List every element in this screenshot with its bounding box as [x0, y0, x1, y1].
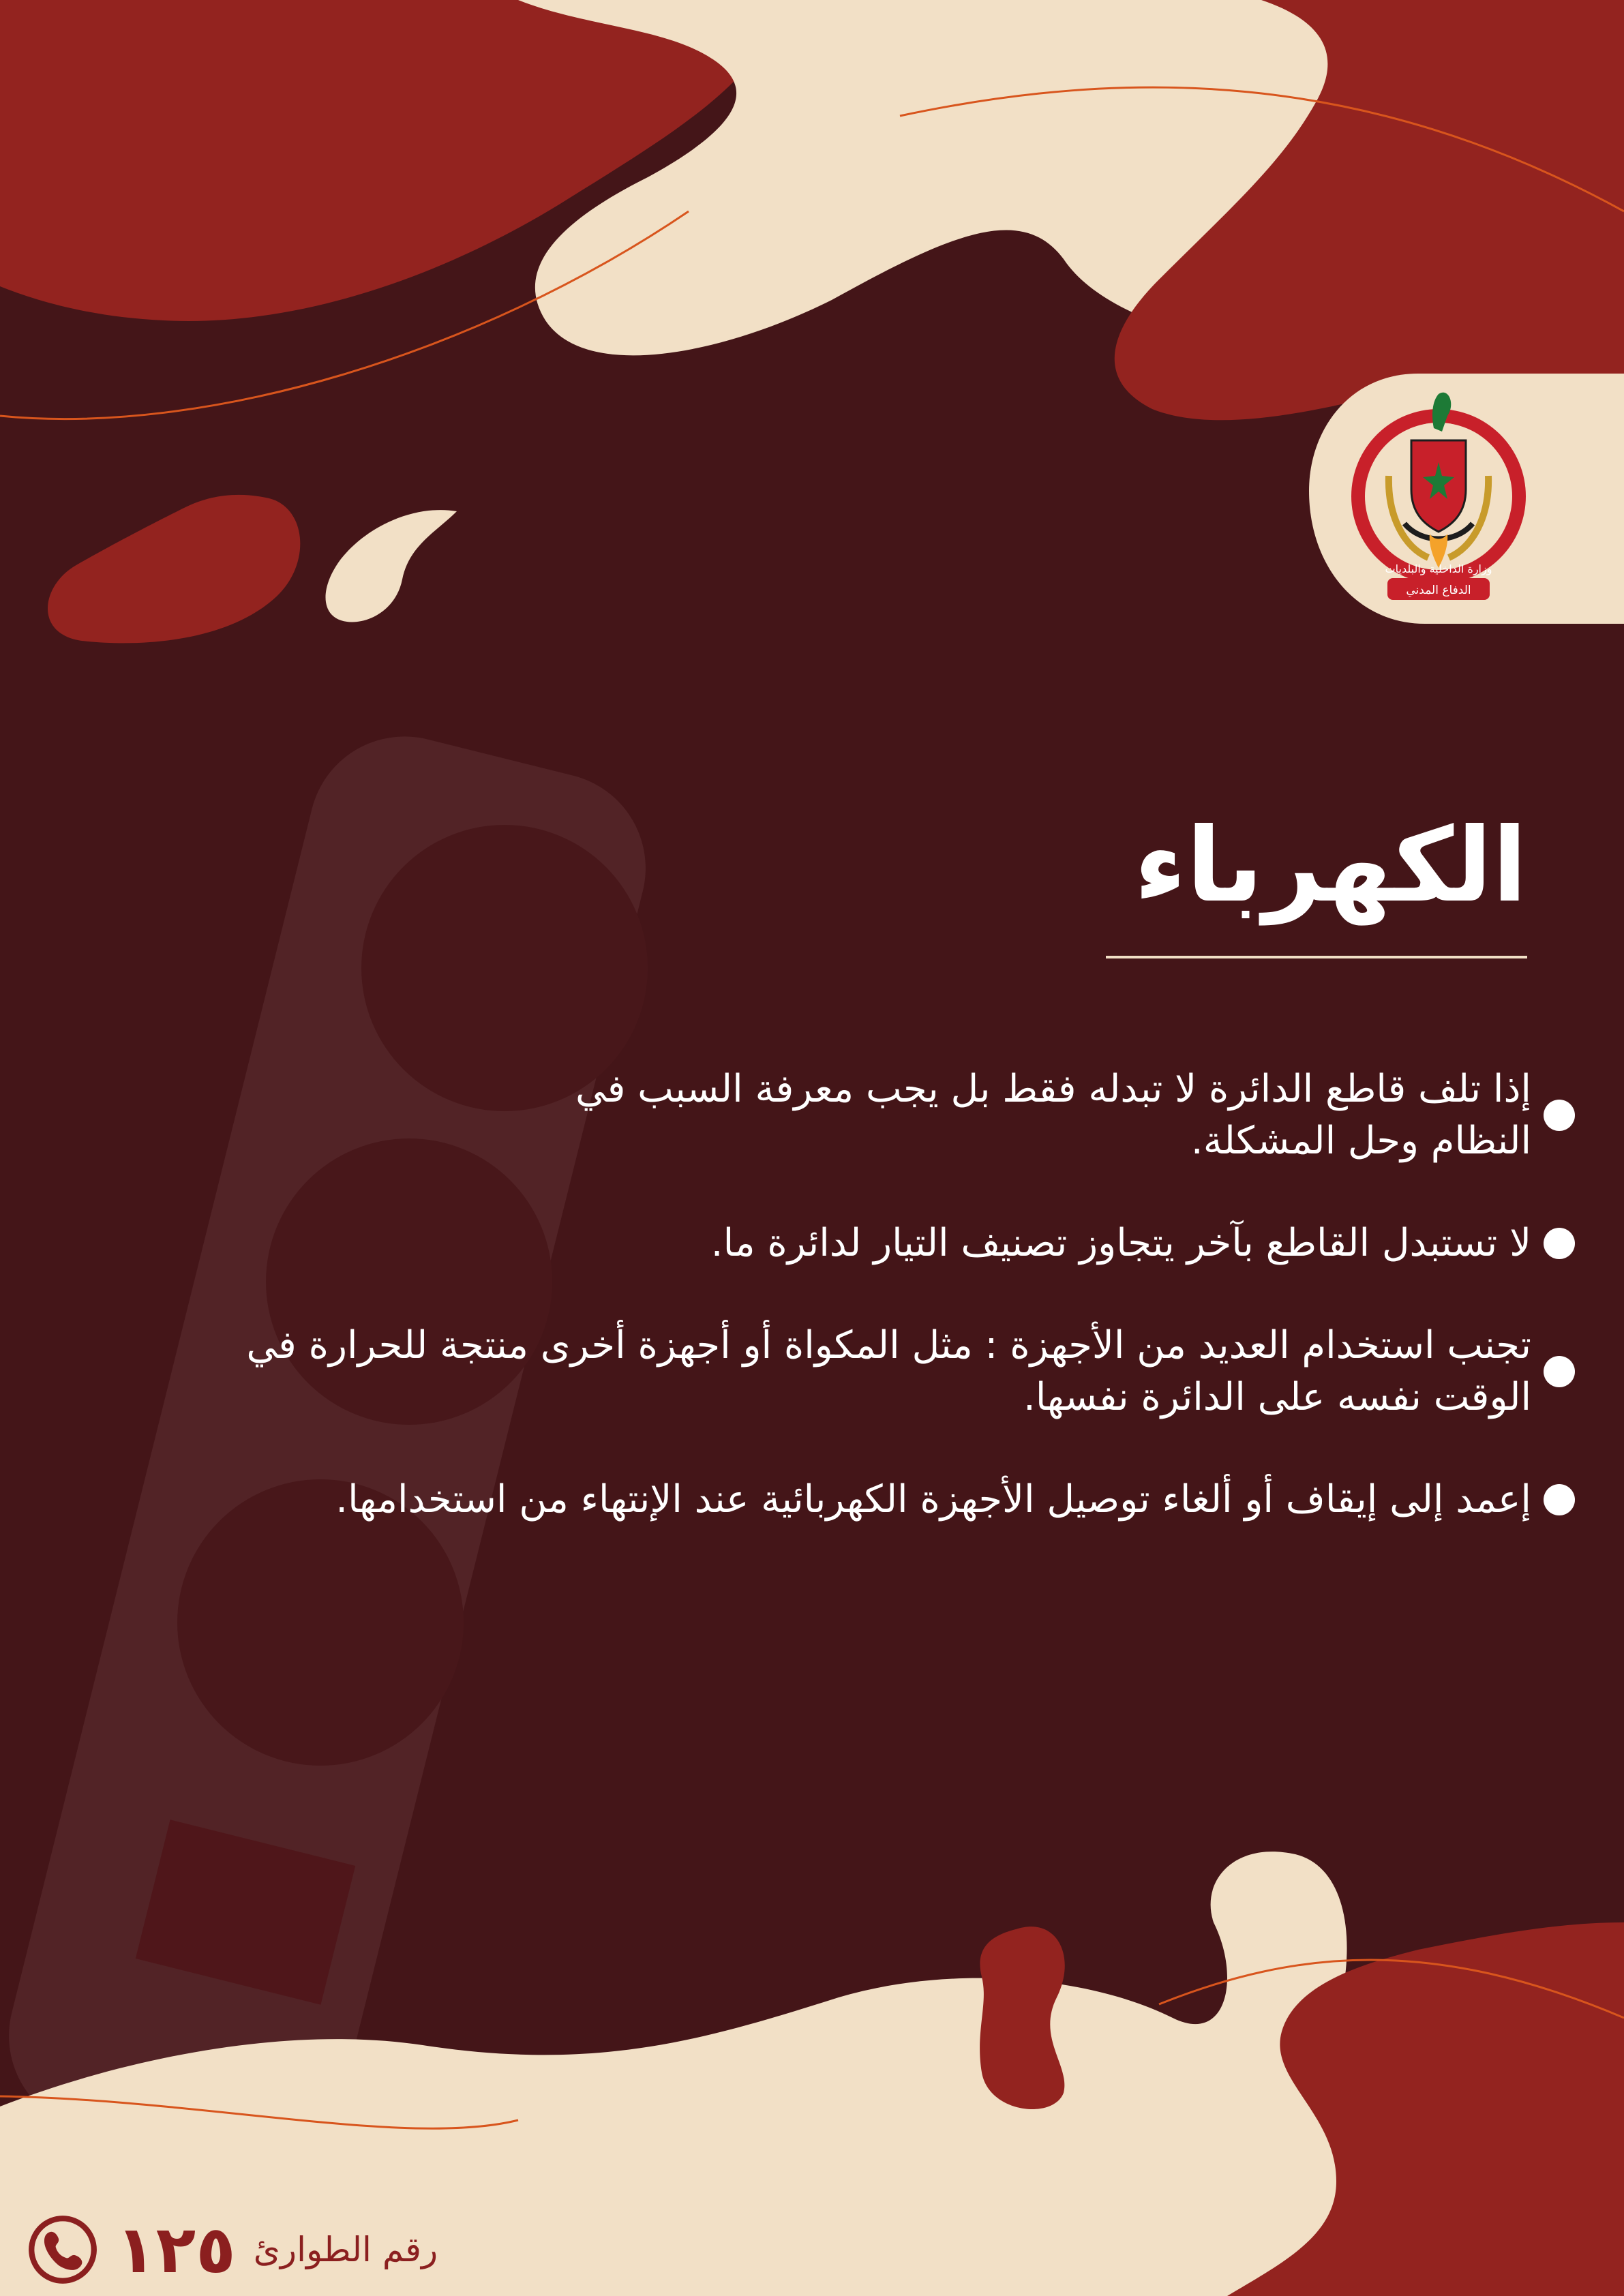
title-divider [1106, 956, 1527, 958]
safety-tips-list [27, 1063, 1575, 1526]
logo-text-top: وزارة الداخلية والبلديات [1385, 562, 1492, 575]
list-item [27, 1218, 1575, 1269]
hotline-number: ١٢٥ [116, 2211, 236, 2288]
logo-text-bottom: الدفاع المدني [1406, 584, 1471, 597]
bullet-dot-icon [1544, 1228, 1575, 1259]
bullet-dot-icon [1544, 1356, 1575, 1387]
left-red-drop [48, 495, 300, 643]
list-item [27, 1474, 1575, 1526]
emergency-hotline [27, 2212, 464, 2287]
bullet-dot-icon [1544, 1100, 1575, 1131]
list-item [27, 1320, 1575, 1423]
logo [1347, 374, 1531, 611]
civil-defense-emblem-icon [1347, 374, 1531, 611]
tip-text: إذا تلف قاطع الدائرة لا تبدله فقط بل يجب معرفة السبب في النظام وحل المشكلة. [575, 1067, 1531, 1163]
tip-text: لا تستبدل القاطع بآخر يتجاوز تصنيف التيار لدائرة ما. [710, 1221, 1531, 1265]
page-title: الكهرباء [1134, 806, 1527, 925]
hotline-label: رقم الطوارئ [253, 2230, 438, 2269]
left-cream-drop [326, 510, 457, 622]
tip-text: تجنب استخدام العديد من الأجهزة : مثل المكواة أو أجهزة أخرى منتجة للحرارة في الوقت نفسه على الدائرة نفسها. [246, 1323, 1531, 1419]
bullet-dot-icon [1544, 1484, 1575, 1515]
phone-icon [27, 2214, 98, 2285]
tip-text: إعمد إلى إيقاف أو ألغاء توصيل الأجهزة الكهربائية عند الإنتهاء من استخدامها. [335, 1477, 1531, 1522]
list-item [27, 1063, 1575, 1167]
